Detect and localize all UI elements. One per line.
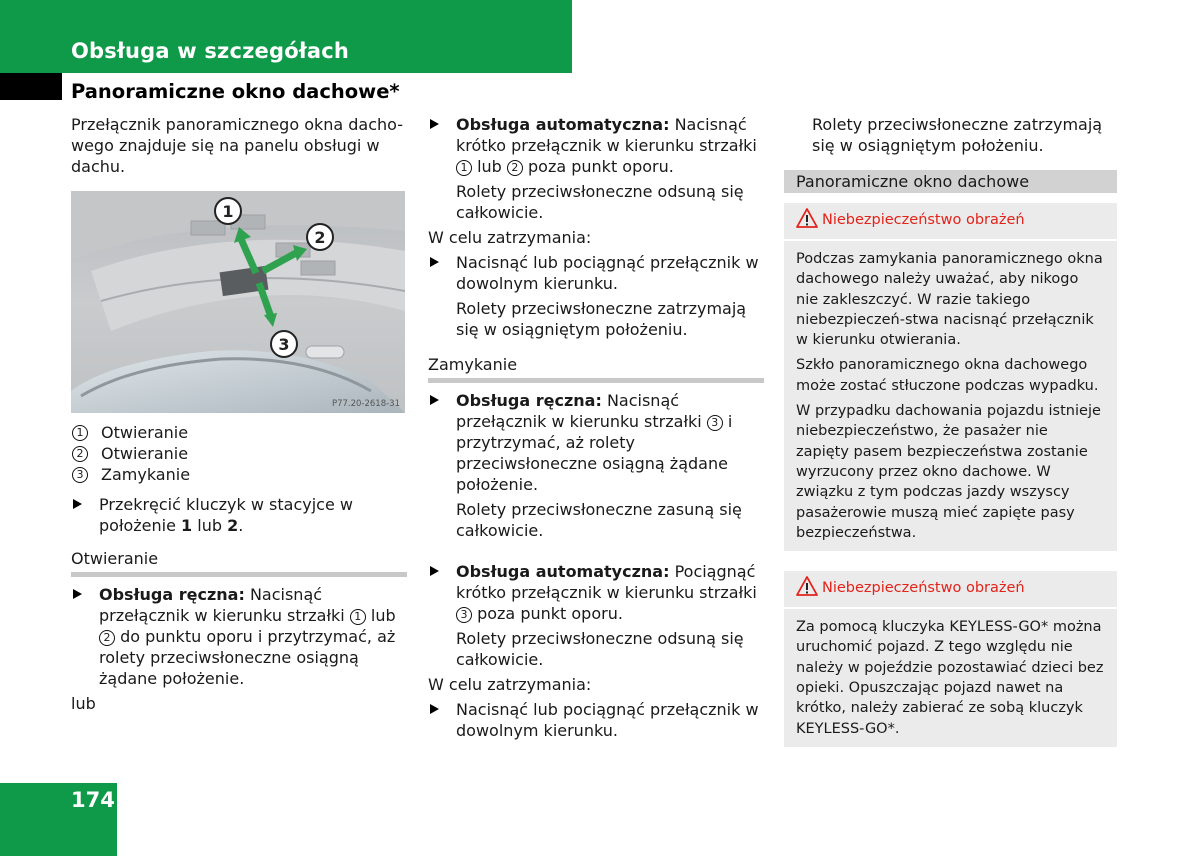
legend-item: 3 Zamykanie bbox=[71, 464, 407, 485]
stop-label: W celu zatrzymania: bbox=[428, 675, 592, 694]
stop-label: W celu zatrzymania: bbox=[428, 228, 592, 247]
warning-paragraph: Za pomocą kluczyka KEYLESS-GO* można uruchomić pojazd. Z tego względu nie należy w pojeździe pozostawiać dzieci bez opieki. Opuszczając pojazd nawet na krótko, należy zabierać ze sobą kluczyk KEYLESS-GO*. bbox=[796, 619, 1104, 737]
result-text: Rolety przeciwsłoneczne zatrzymają się w osiągniętym położeniu. bbox=[456, 299, 747, 339]
column-2 bbox=[428, 114, 764, 741]
key-step: Przekręcić kluczyk w stacyjce w położenie 1 lub 2. bbox=[71, 494, 407, 536]
column-1 bbox=[71, 114, 407, 714]
callout-3: 3 bbox=[278, 335, 290, 354]
safety-box bbox=[784, 170, 1117, 747]
bullet-arrow-icon bbox=[430, 257, 439, 267]
warning-box-2 bbox=[784, 571, 1117, 747]
stop-step: Nacisnąć lub pociągnąć przełącznik w dowolnym kierunku. bbox=[428, 252, 764, 294]
warning-title: Niebezpieczeństwo obrażeń bbox=[784, 571, 1117, 609]
warning-box-1 bbox=[784, 203, 1117, 551]
open-manual-step: Obsługa ręczna: Nacisnąć przełącznik w kierunku strzałki 1 lub 2 do punktu oporu i przytrzymać, aż rolety przeciwsłoneczne osiągną żądane położenie. bbox=[71, 584, 407, 689]
section-title: Panoramiczne okno dachowe* bbox=[71, 80, 400, 103]
bullet-arrow-icon bbox=[430, 704, 439, 714]
or-text: lub bbox=[71, 694, 96, 713]
roof-console-illustration bbox=[71, 191, 405, 413]
page-number: 174 bbox=[71, 788, 115, 812]
column-3 bbox=[796, 114, 1122, 747]
bullet-arrow-icon bbox=[430, 119, 439, 129]
legend-item: 2 Otwieranie bbox=[71, 443, 407, 464]
figure-code: P77.20-2618-31 bbox=[331, 399, 400, 409]
bullet-arrow-icon bbox=[430, 566, 439, 576]
callout-1: 1 bbox=[222, 202, 234, 221]
result-text: Rolety przeciwsłoneczne zasuną się całkowicie. bbox=[456, 500, 742, 540]
chapter-title: Obsługa w szczegółach bbox=[71, 39, 350, 63]
bullet-arrow-icon bbox=[73, 589, 82, 599]
open-auto-step: Obsługa automatyczna: Nacisnąć krótko przełącznik w kierunku strzałki 1 lub 2 poza punkt oporu. bbox=[428, 114, 764, 177]
close-auto-step: Obsługa automatyczna: Pociągnąć krótko przełącznik w kierunku strzałki 3 poza punkt oporu. bbox=[428, 561, 764, 624]
roof-console-image bbox=[71, 191, 405, 413]
warning-paragraph: W przypadku dachowania pojazdu istnieje niebezpieczeństwo, że pasażer nie zapięty pasem bezpieczeństwa zostanie wyrzucony przez okno dachowe. W związku z tym podczas jazdy wszyscy pasażerowie muszą mieć zapięte pasy bezpieczeństwa. bbox=[796, 403, 1101, 541]
section-marker bbox=[0, 73, 62, 100]
legend-item: 1 Otwieranie bbox=[71, 422, 407, 443]
result-text: Rolety przeciwsłoneczne odsuną się całkowicie. bbox=[456, 182, 744, 222]
result-text: Rolety przeciwsłoneczne odsuną się całkowicie. bbox=[456, 629, 744, 669]
warning-title: Niebezpieczeństwo obrażeń bbox=[784, 203, 1117, 241]
warning-triangle-icon bbox=[796, 576, 818, 596]
result-text: Rolety przeciwsłoneczne zatrzymają się w osiągniętym położeniu. bbox=[812, 115, 1103, 155]
legend bbox=[71, 422, 407, 485]
safety-box-heading: Panoramiczne okno dachowe bbox=[784, 170, 1117, 193]
bullet-arrow-icon bbox=[430, 395, 439, 405]
close-heading: Zamykanie bbox=[428, 354, 764, 383]
stop-step: Nacisnąć lub pociągnąć przełącznik w dowolnym kierunku. bbox=[428, 699, 764, 741]
warning-paragraph: Podczas zamykania panoramicznego okna dachowego należy uważać, aby nikogo nie zakleszczyć. W razie takiego niebezpieczeń-stwa nacisnąć przełącznik w kierunku otwierania. bbox=[796, 251, 1103, 349]
intro-text: Przełącznik panoramicznego okna dacho-wego znajduje się na panelu obsługi w dachu. bbox=[71, 115, 404, 176]
close-manual-step: Obsługa ręczna: Nacisnąć przełącznik w kierunku strzałki 3 i przytrzymać, aż rolety przeciwsłoneczne osiągną żądane położenie. bbox=[428, 390, 764, 495]
warning-paragraph: Szkło panoramicznego okna dachowego może zostać stłuczone podczas wypadku. bbox=[796, 357, 1099, 394]
open-heading: Otwieranie bbox=[71, 548, 407, 577]
warning-triangle-icon bbox=[796, 208, 818, 228]
callout-2: 2 bbox=[314, 228, 326, 247]
bullet-arrow-icon bbox=[73, 499, 82, 509]
